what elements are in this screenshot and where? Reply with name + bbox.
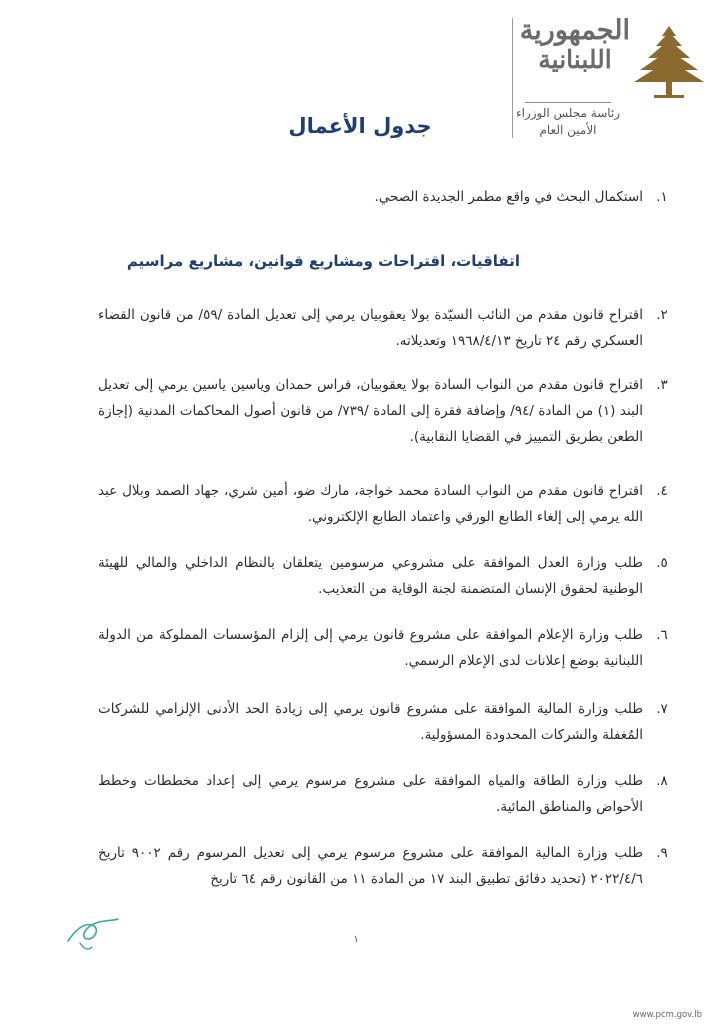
item-text: طلب وزارة الطاقة والمياه الموافقة على مشروع مرسوم يرمي إلى إعداد مخططات وخطط الأحواض والمناطق المائية. [98,773,643,815]
item-text: طلب وزارة العدل الموافقة على مشروعي مرسومين يتعلقان بالنظام الداخلي والمالي للهيئة الوطنية لحقوق الإنسان المتضمنة لجنة الوقاية من التعذيب. [98,555,643,597]
agenda-item-3 [98,372,668,450]
agenda-item-2 [98,302,668,354]
item-number: .٥ [656,555,668,571]
agenda-item-6 [98,622,668,674]
item-number: .٣ [656,377,668,393]
republic-line-2: اللبنانية [538,45,612,74]
item-number: .١ [656,189,668,205]
agenda-item-9 [98,840,668,892]
item-number: .٦ [656,627,668,643]
item-text: طلب وزارة الإعلام الموافقة على مشروع قانون يرمي إلى إلزام المؤسسات المملوكة من الدولة اللبنانية بوضع إعلانات لدى الإعلام الرسمي. [98,627,643,669]
agenda-item-7 [98,696,668,748]
signature-mark [62,905,122,955]
agenda-item-1 [98,184,668,210]
item-text: طلب وزارة المالية الموافقة على مشروع قانون يرمي إلى زيادة الحد الأدنى الإلزامي للشركات المُغفلة والشركات المحدودة المسؤولية. [98,701,643,743]
item-text: طلب وزارة المالية الموافقة على مشروع مرسوم يرمي إلى تعديل المرسوم رقم ٩٠٠٢ تاريخ ٢٠٢٢/٤/٦ (تحديد دقائق تطبيق البند ١٧ من المادة ١١ من القانون رقم ٦٤ تاريخ [98,845,643,887]
agenda-item-5 [98,550,668,602]
footer-url: www.pcm.gov.lb [632,1010,702,1020]
page-title: جدول الأعمال [288,114,432,138]
office-separator [525,102,611,103]
letterhead-office [510,100,626,139]
page-number: ١ [353,934,359,945]
office-line-1: رئاسة مجلس الوزراء [515,106,621,120]
cedar-tree-icon [632,22,706,100]
item-number: .٨ [656,773,668,789]
office-line-2: الأمين العام [539,123,597,137]
agenda-item-8 [98,768,668,820]
agenda-item-4 [98,478,668,530]
item-number: .٤ [656,483,668,499]
item-text: اقتراح قانون مقدم من النواب السادة بولا يعقوبيان، فراس حمدان وياسين ياسين يرمي إلى تعديل البند (١) من المادة /٩٤/ وإضافة فقرة إلى المادة /٧٣٩/ من قانون أصول المحاكمات المدنية (إجازة الطعن بطريق التمييز في القضايا النقابية). [98,377,643,445]
republic-line-1: الجمهورية [519,15,630,46]
item-number: .٧ [656,701,668,717]
item-number: .٢ [656,307,668,323]
item-number: .٩ [656,845,668,861]
item-text: اقتراح قانون مقدم من النائب السيّدة بولا يعقوبيان يرمي إلى تعديل المادة /٥٩/ من قانون القضاء العسكري رقم ٢٤ تاريخ ١٩٦٨/٤/١٣ وتعديلاته. [98,307,643,349]
item-text: استكمال البحث في واقع مطمر الجديدة الصحي. [374,189,643,205]
section-heading: اتفاقيات، اقتراحات ومشاريع قوانين، مشاريع مراسيم [126,252,520,270]
letterhead-republic [520,16,630,74]
item-text: اقتراح قانون مقدم من النواب السادة محمد خواجة، مارك ضو، أمين شري، جهاد الصمد وبلال عبد الله يرمي إلى إلغاء الطابع الورقي واعتماد الطابع الإلكتروني. [98,483,643,525]
